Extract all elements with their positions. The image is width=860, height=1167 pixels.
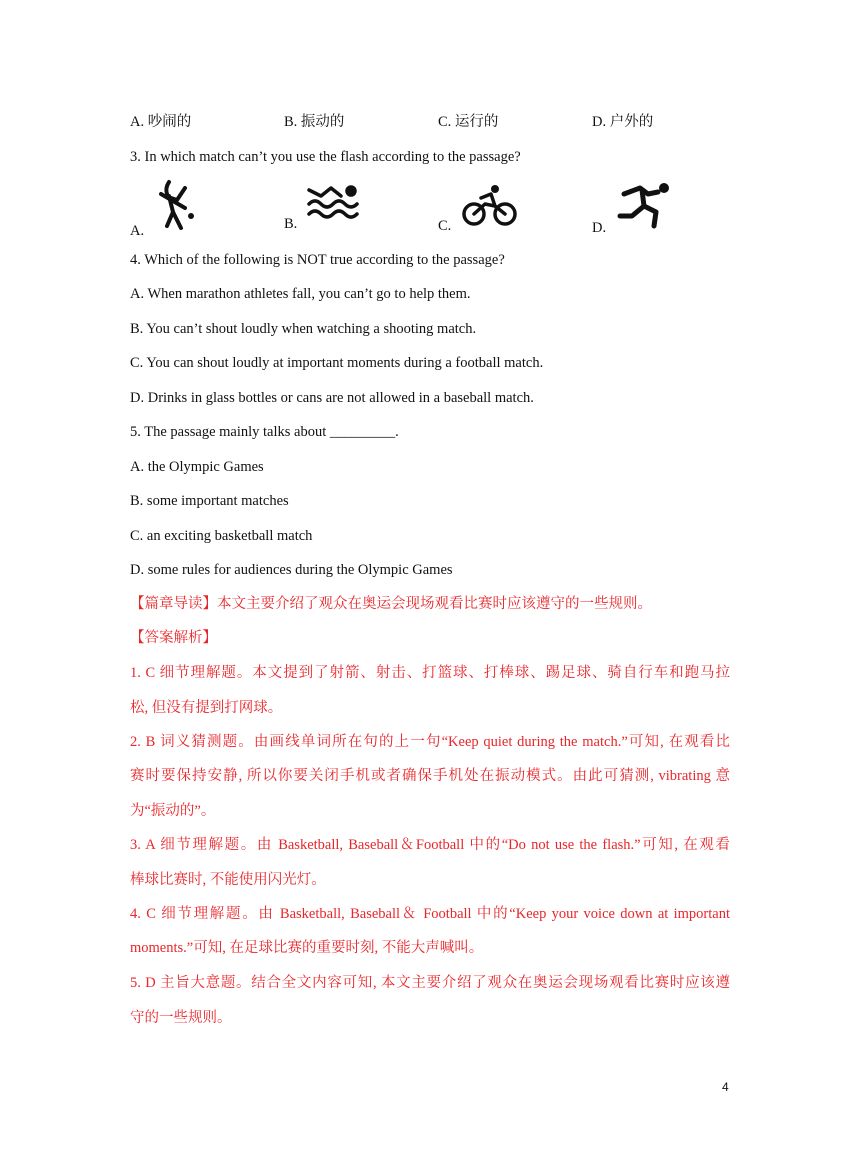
answer-header: 【答案解析】 xyxy=(130,630,217,646)
page-number: 4 xyxy=(722,1080,729,1094)
archery-icon xyxy=(155,178,201,232)
q2-option-c: C. 运行的 xyxy=(438,114,499,130)
q4-stem: 4. Which of the following is NOT true according to the passage? xyxy=(130,252,505,268)
answer-1-line-2: 松, 但没有提到打网球。 xyxy=(130,700,283,716)
answer-1-line-1: 1. C 细节理解题。本文提到了射箭、射击、打篮球、打棒球、踢足球、骑自行车和跑马拉 xyxy=(130,665,730,681)
answer-2-line-2: 赛时要保持安静, 所以你要关闭手机或者确保手机处在振动模式。由此可猜测, vibrating 意 xyxy=(130,768,730,784)
q5-option-c: C. an exciting basketball match xyxy=(130,528,313,544)
q3-option-d-label: D. xyxy=(592,220,607,236)
q4-option-c: C. You can shout loudly at important moments during a football match. xyxy=(130,355,544,371)
answer-2-line-1: 2. B 词义猜测题。由画线单词所在句的上一句“Keep quiet during the match.”可知, 在观看比 xyxy=(130,734,730,750)
q5-stem: 5. The passage mainly talks about _________. xyxy=(130,424,399,440)
q5-option-a: A. the Olympic Games xyxy=(130,459,264,475)
q4-option-b: B. You can’t shout loudly when watching a shooting match. xyxy=(130,321,477,337)
q2-option-a: A. 吵闹的 xyxy=(130,114,192,130)
answer-4-line-1: 4. C 细节理解题。由 Basketball, Baseball＆ Football 中的“Keep your voice down at important xyxy=(130,906,730,922)
answer-2-line-3: 为“振动的”。 xyxy=(130,803,216,819)
q5-option-d: D. some rules for audiences during the Olympic Games xyxy=(130,562,453,578)
q2-option-d: D. 户外的 xyxy=(592,114,654,130)
answer-3-line-1: 3. A 细节理解题。由 Basketball, Baseball＆Football 中的“Do not use the flash.”可知, 在观看 xyxy=(130,837,730,853)
cycling-icon xyxy=(461,184,519,228)
q2-option-b: B. 振动的 xyxy=(284,114,345,130)
passage-guide: 【篇章导读】本文主要介绍了观众在奥运会现场观看比赛时应该遵守的一些规则。 xyxy=(130,596,652,612)
running-icon xyxy=(614,180,676,234)
answer-5-line-2: 守的一些规则。 xyxy=(130,1010,232,1026)
answer-4-line-2: moments.”可知, 在足球比赛的重要时刻, 不能大声喊叫。 xyxy=(130,940,484,956)
q3-option-c-label: C. xyxy=(438,218,452,234)
q3-option-a-label: A. xyxy=(130,223,145,239)
q5-option-b: B. some important matches xyxy=(130,493,289,509)
q4-option-d: D. Drinks in glass bottles or cans are not allowed in a baseball match. xyxy=(130,390,534,406)
answer-5-line-1: 5. D 主旨大意题。结合全文内容可知, 本文主要介绍了观众在奥运会现场观看比赛时应该遵 xyxy=(130,975,730,991)
q3-option-b-label: B. xyxy=(284,216,298,232)
swimming-icon xyxy=(305,182,365,224)
q4-option-a: A. When marathon athletes fall, you can’t go to help them. xyxy=(130,286,471,302)
answer-3-line-2: 棒球比赛时, 不能使用闪光灯。 xyxy=(130,872,326,888)
q3-stem: 3. In which match can’t you use the flash according to the passage? xyxy=(130,149,521,165)
